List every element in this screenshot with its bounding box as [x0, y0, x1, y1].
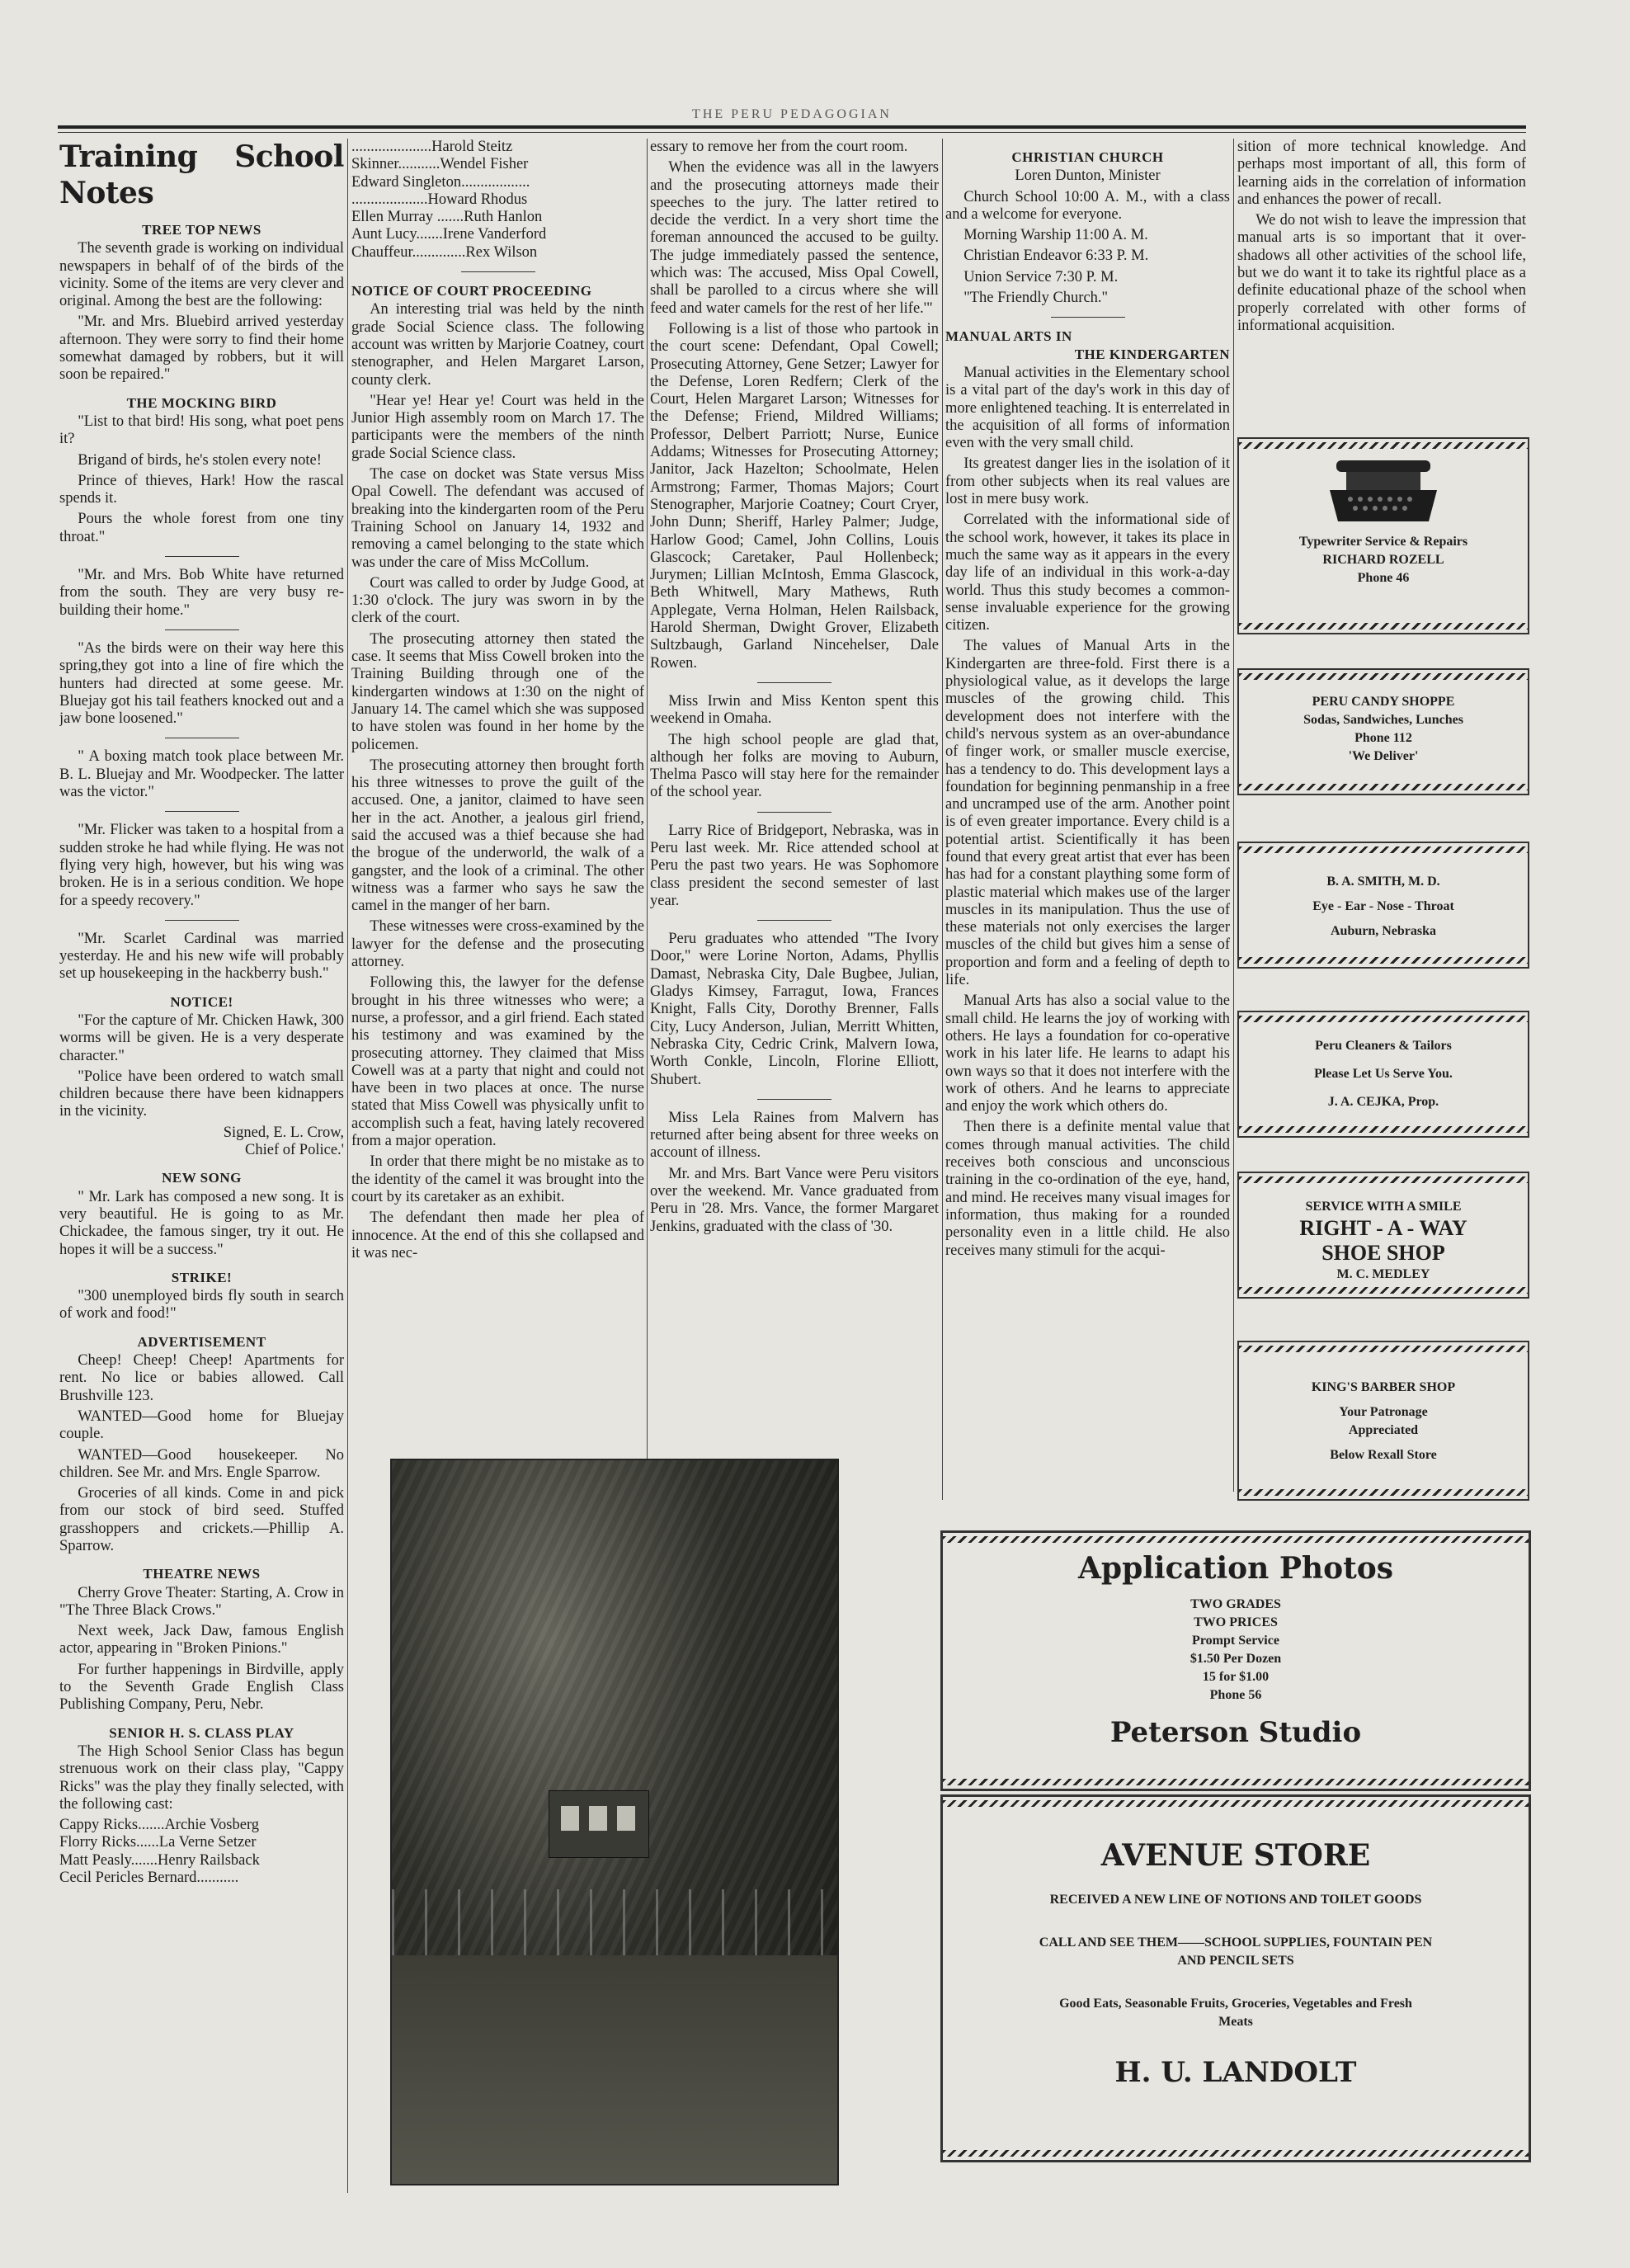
- separator: [757, 682, 831, 683]
- article-heading: THE MOCKING BIRD: [126, 394, 277, 411]
- ad-border-pattern: [1239, 623, 1528, 629]
- article-paragraph: "Police have been ordered to watch small children because there have been kidnappers in the vicinity.: [59, 1068, 344, 1120]
- ad-border-pattern: [943, 2150, 1529, 2157]
- ad-text: Phone 112: [1354, 731, 1412, 745]
- ad-headline: RIGHT - A - WAY: [1299, 1216, 1467, 1240]
- ad-avenue-store: [940, 1794, 1531, 2162]
- ad-text: Sodas, Sandwiches, Lunches: [1303, 713, 1463, 727]
- separator: [461, 271, 535, 272]
- article-paragraph: When the evidence was all in the lawyers and the prosecuting attorneys made their speeches to the jury. The latter retired to decide the verdict. In a very short time the foreman announced the accused to be guilty. The judge immediately passed the sentence, which was: The accused, Miss Opal Cowell, shall be parolled to a circus where she will feed and water camels for the rest of her life.'": [650, 159, 939, 317]
- article-heading: NEW SONG: [162, 1170, 242, 1186]
- column-3: [650, 139, 939, 1459]
- top-rule: [58, 125, 1526, 129]
- article-paragraph: "Hear ye! Hear ye! Court was held in the Junior High assembly room on March 17. The participants were the members of the ninth grade Social Science class.: [351, 392, 644, 462]
- article-paragraph: Union Service 7:30 P. M.: [963, 268, 1119, 285]
- article-paragraph: Christian Endeavor 6:33 P. M.: [963, 248, 1149, 265]
- article-heading: THE KINDERGARTEN: [1074, 346, 1230, 362]
- article-paragraph: Manual Arts has also a social value to the small child. He learns the joy of working with others. He lays a foundation for co-operative work in his later life. He learns to adapt his own ways so that it does not interfere with the work of others. And he learns to appreciate and enjoy the work which others do.: [945, 993, 1230, 1115]
- signature-line: Signed, E. L. Crow,: [223, 1124, 344, 1141]
- article-paragraph: "The Friendly Church.": [963, 290, 1109, 307]
- ad-headline: AVENUE STORE: [1100, 1838, 1371, 1873]
- cast-line: Ellen Murray .......Ruth Hanlon: [351, 209, 543, 226]
- article-paragraph: Manual activities in the Elementary school is a vital part of the day's work in this day of more enlightened teaching. It is enterrelated in the acquisition of all forms of information even with the very small child.: [945, 364, 1230, 452]
- article-heading: TREE TOP NEWS: [142, 222, 261, 238]
- cast-line: Cappy Ricks.......Archie Vosberg: [59, 1817, 260, 1834]
- cast-line: Matt Peasly.......Henry Railsback: [59, 1851, 260, 1869]
- ad-text: Eye - Ear - Nose - Throat: [1312, 899, 1454, 913]
- cast-line: Edward Singleton..................: [351, 173, 530, 191]
- column-5: [1237, 139, 1526, 436]
- separator: [165, 629, 239, 630]
- cast-line: Cecil Pericles Bernard...........: [59, 1870, 239, 1887]
- article-paragraph: The high school people are glad that, although her folks are moving to Auburn, Thelma Pasco will stay here for the remainder of the school year.: [650, 731, 939, 801]
- photo-building: [549, 1790, 649, 1858]
- separator: [1051, 317, 1125, 318]
- article-heading: STRIKE!: [171, 1269, 233, 1285]
- article-paragraph: "300 unemployed birds fly south in search of work and food!": [59, 1288, 344, 1323]
- article-heading: SENIOR H. S. CLASS PLAY: [109, 1724, 294, 1741]
- ad-text: 15 for $1.00: [1202, 1670, 1270, 1684]
- article-paragraph: Miss Lela Raines from Malvern has returned after being absent for three weeks on account of illness.: [650, 1109, 939, 1162]
- separator: [757, 812, 831, 813]
- ad-border-pattern: [1239, 784, 1528, 790]
- column-divider: [647, 139, 648, 1459]
- article-paragraph: "Mr. and Mrs. Bob White have returned from the south. They are very busy re-building their home.": [59, 567, 344, 619]
- article-paragraph: Its greatest danger lies in the isolation of it from other subjects when its real values are lost in mere busy work.: [945, 455, 1230, 508]
- article-paragraph: essary to remove her from the court room.: [650, 139, 908, 155]
- column-divider: [942, 139, 943, 1500]
- ad-border-pattern: [1239, 442, 1528, 449]
- cast-line: Skinner...........Wendel Fisher: [351, 156, 529, 173]
- article-paragraph: For further happenings in Birdville, apply to the Seventh Grade English Class Publishing Company, Peru, Nebr.: [59, 1661, 344, 1714]
- column-2: [351, 139, 644, 1459]
- article-paragraph: " Mr. Lark has composed a new song. It is very beautiful. He is going to as Mr. Chickadee, the famous singer, try it out. He hopes it will be a success.": [59, 1188, 344, 1258]
- article-heading: MANUAL ARTS IN: [945, 328, 1072, 345]
- poem-line: Brigand of birds, he's stolen every note!: [78, 451, 322, 469]
- ad-text: 'We Deliver': [1348, 749, 1419, 763]
- article-paragraph: "Mr. Scarlet Cardinal was married yesterday. He and his new wife will probably set up housekeeping in the hackberry bush.": [59, 930, 344, 983]
- article-paragraph: Then there is a definite mental value that comes through manual activities. The child receives both conscious and unconscious training in the co-ordination of the eye, hand, and mind. He receives many visual images for information, thus making for a rounded personality even in a little child. He also receives many stimuli for the acqui-: [945, 1119, 1230, 1259]
- section-banner: Training School Notes: [59, 139, 344, 210]
- article-paragraph: The prosecuting attorney then stated the case. It seems that Miss Cowell broken into the Training Building through one of the kindergarten windows at 1:30 on the night of January 14. The camel which she was supposed to have stolen was found in her home by the policemen.: [351, 630, 644, 753]
- ad-cleaners: [1237, 1011, 1529, 1138]
- article-paragraph: Groceries of all kinds. Come in and pick from our stock of bird seed. Stuffed grasshoppers and crickets.—Phillip A. Sparrow.: [59, 1485, 344, 1554]
- ad-shoe-shop: [1237, 1172, 1529, 1299]
- article-paragraph: Correlated with the informational side of the school work, however, it takes its place in much the same way as it appears in the every day life of an individual in this work-a-day world. Thus this study becomes a common-sense invaluable experience for the growing citizen.: [945, 512, 1230, 634]
- campus-photograph: [390, 1459, 839, 2185]
- cast-line: Florry Ricks......La Verne Setzer: [59, 1834, 257, 1851]
- poem-line: Prince of thieves, Hark! How the rascal spends it.: [59, 472, 344, 507]
- ad-text: Good Eats, Seasonable Fruits, Groceries, Vegetables and Fresh Meats: [1059, 1997, 1412, 2029]
- photo-window: [561, 1806, 579, 1831]
- article-heading: NOTICE!: [170, 993, 233, 1010]
- ad-border-pattern: [1239, 1346, 1528, 1352]
- column-4: [945, 139, 1230, 1492]
- article-paragraph: The High School Senior Class has begun strenuous work on their class play, "Cappy Ricks" was the play they finally selected, with the following cast:: [59, 1742, 344, 1813]
- article-paragraph: The values of Manual Arts in the Kindergarten are three-fold. First there is a physiological value, as it develops the large muscles of the growing child. This development does not interfere with the child's nervous system as an over-abundance of finger work, or smaller muscle exercise, has a tendency to do. This development lays a foundation for beginning penmanship in a free and uncramped use of the arm. Another point is of even greater importance. Every child is a potential artist. Scientifically it has been found that every great artist that ever has been has had for a constant plaything some form of plastic material which makes use of the larger muscles in its manipulation. Thus the use of these materials not only exercises the larger muscles of the child but gives him a sense of proportion and form and a feeling of depth to life.: [945, 638, 1230, 989]
- article-heading: NOTICE OF COURT PROCEEDING: [351, 283, 592, 299]
- ad-border-pattern: [1239, 846, 1528, 853]
- article-paragraph: Mr. and Mrs. Bart Vance were Peru visitors over the weekend. Mr. Vance graduated from Peru in '28. Mrs. Vance, the former Margaret Jenkins, graduated with the class of '30.: [650, 1165, 939, 1235]
- article-paragraph: Miss Irwin and Miss Kenton spent this weekend in Omaha.: [650, 692, 939, 728]
- poem-line: Pours the whole forest from one tiny throat.": [59, 511, 344, 545]
- article-paragraph: Following is a list of those who partook in the court scene: Defendant, Opal Cowell; Prosecuting Attorney, Gene Setzer; Lawyer for the Defense, Loren Redfern; Clerk of the Court, Helen Margaret Larson; Witnesses for the Defense; Friend, Mildred Williams; Professor, Delbert Parriott; Nurse, Eunice Addams; Witnesses for Prosecuting Attorney; Janitor, Jack Hazelton; Schoolmate, Helen Armstrong; Farmer, Thomas Majors; Court Stenographer, Marjorie Coatney; Court Cryer, John Dunn; Sheriff, Harley Palmer; Judge, Harlow Good; Camel, John Collins, Louis Glascock; Caretaker, Paul Hollenbeck; Jurymen; Lillian McIntosh, Emma Glascock, Beth Whitwell, Mary Mathews, Ruth Applegate, Verna Holman, Helen Railsback, Harold Sherman, Dwight Grover, Elizabeth Sultzbaugh, Garland Nincehelser, Dale Rowen.: [650, 320, 939, 672]
- column-divider: [347, 139, 348, 2193]
- ad-text: Your Patronage: [1339, 1405, 1428, 1419]
- signature-line: Chief of Police.': [245, 1142, 344, 1159]
- article-paragraph: Cheep! Cheep! Cheep! Apartments for rent. No lice or babies allowed. Call Brushville 123.: [59, 1352, 344, 1404]
- article-paragraph: Court was called to order by Judge Good, at 1:30 o'clock. The jury was sworn in by the clerk of the court.: [351, 574, 644, 627]
- article-paragraph: Following this, the lawyer for the defense brought in his three witnesses who were; a nurse, a professor, and a girl friend. Each stated his testimony and was examined by the prosecuting attorney. They claimed that Miss Cowell was at a party that night and could not have been in two places at once. The nurse stated that Miss Cowell was physically unfit to accomplish such a feat, having lately recovered from a major operation.: [351, 974, 644, 1150]
- article-paragraph: We do not wish to leave the impression that manual arts is so important that it over-shadows all other activities of the school life, but we do want it to take its rightful place as a definite educational phaze of the school when properly correlated with other forms of informational acquisition.: [1237, 212, 1526, 334]
- article-paragraph: Next week, Jack Daw, famous English actor, appearing in "Broken Pinions.": [59, 1623, 344, 1657]
- article-paragraph: WANTED—Good home for Bluejay couple.: [59, 1407, 344, 1443]
- article-heading: ADVERTISEMENT: [137, 1333, 266, 1350]
- ad-border-pattern: [1239, 1287, 1528, 1294]
- article-paragraph: Church School 10:00 A. M., with a class and a welcome for everyone.: [945, 188, 1230, 223]
- ad-border-pattern: [1239, 1016, 1528, 1022]
- ad-text: M. C. MEDLEY: [1336, 1267, 1430, 1281]
- article-paragraph: "Mr. Flicker was taken to a hospital from a sudden stroke he had while flying. He was not flying very high, however, but his wing was broken. He is in a serious condition. We hope for a speedy recovery.": [59, 822, 344, 909]
- separator: [165, 811, 239, 812]
- ad-physician: [1237, 842, 1529, 969]
- poem-line: "List to that bird! His song, what poet pens it?: [59, 413, 344, 448]
- typewriter-icon: [1321, 454, 1445, 528]
- ad-text: Phone 46: [1357, 571, 1410, 585]
- ad-headline: H. U. LANDOLT: [1114, 2056, 1357, 2089]
- ad-border-pattern: [1239, 957, 1528, 964]
- photo-window: [589, 1806, 607, 1831]
- article-paragraph: The case on docket was State versus Miss Opal Cowell. The defendant was accused of breaking into the kindergarten room of the Peru Training School on January 14, 1932 and removing a camel belonging to the state which was under the care of Miss McCollum.: [351, 466, 644, 571]
- article-paragraph: Cherry Grove Theater: Starting, A. Crow in "The Three Black Crows.": [59, 1584, 344, 1619]
- ad-border-pattern: [1239, 1489, 1528, 1496]
- ad-text: PERU CANDY SHOPPE: [1312, 695, 1455, 709]
- ad-text: J. A. CEJKA, Prop.: [1327, 1095, 1439, 1109]
- ad-text: CALL AND SEE THEM——SCHOOL SUPPLIES, FOUNTAIN PEN AND PENCIL SETS: [1039, 1936, 1433, 1968]
- ad-text: SERVICE WITH A SMILE: [1305, 1200, 1462, 1214]
- ad-border-pattern: [943, 1800, 1529, 1807]
- article-paragraph: These witnesses were cross-examined by the lawyer for the defense and the prosecuting attorney.: [351, 918, 644, 971]
- ad-border-pattern: [943, 1536, 1529, 1543]
- ad-barber-shop: [1237, 1341, 1529, 1501]
- ad-headline: SHOE SHOP: [1321, 1241, 1445, 1265]
- ad-border-pattern: [943, 1779, 1529, 1785]
- separator: [165, 920, 239, 921]
- ad-text: TWO GRADES: [1190, 1597, 1281, 1611]
- masthead: THE PERU PEDAGOGIAN: [692, 107, 892, 121]
- ad-border-pattern: [1239, 1126, 1528, 1133]
- cast-line: Aunt Lucy.......Irene Vanderford: [351, 226, 547, 243]
- article-paragraph: sition of more technical knowledge. And perhaps most important of all, this form of learning aids in the correlation of information and enhances the power of recall.: [1237, 139, 1526, 208]
- cast-line: Chauffeur..............Rex Wilson: [351, 243, 538, 261]
- separator: [165, 556, 239, 557]
- cast-line: .....................Harold Steitz: [351, 139, 513, 155]
- church-minister: Loren Dunton, Minister: [1015, 167, 1161, 185]
- article-heading: THEATRE NEWS: [143, 1566, 261, 1582]
- ad-headline: Application Photos: [1077, 1551, 1394, 1586]
- ad-text: TWO PRICES: [1194, 1615, 1278, 1629]
- ad-application-photos: [940, 1530, 1531, 1791]
- ad-text: Prompt Service: [1192, 1634, 1279, 1648]
- ad-text: B. A. SMITH, M. D.: [1326, 875, 1440, 889]
- article-paragraph: Larry Rice of Bridgeport, Nebraska, was in Peru last week. Mr. Rice attended school at Peru the past two years. He was Sophomore class president the second semester of last year.: [650, 822, 939, 909]
- article-paragraph: The seventh grade is working on individual newspapers in behalf of of the birds of the vicinity. Some of the items are very clever and original. Among the best are the following:: [59, 240, 344, 310]
- ad-text: Peru Cleaners & Tailors: [1315, 1039, 1452, 1053]
- article-paragraph: "Mr. and Mrs. Bluebird arrived yesterday afternoon. They were sorry to find their home somewhat damaged by robbers, but it will soon be repaired.": [59, 314, 344, 384]
- ad-text: Typewriter Service & Repairs: [1298, 535, 1468, 549]
- separator: [757, 1099, 831, 1100]
- article-paragraph: The prosecuting attorney then brought forth his three witnesses to prove the guilt of the accused. One, a janitor, claimed to have seen her in the act. Another, a jealous girl friend, said the accused was a thief because she had the brogue of the underworld, the walk of a gangster, and the look of a criminal. The other witness was a farmer who says he saw the camel in the manger of her barn.: [351, 757, 644, 915]
- article-paragraph: An interesting trial was held by the ninth grade Social Science class. The following account was written by Marjorie Coatney, court stenographer, and Helen Margaret Larson, county clerk.: [351, 301, 644, 389]
- ad-text: Below Rexall Store: [1330, 1448, 1437, 1462]
- ad-text: $1.50 Per Dozen: [1190, 1652, 1282, 1666]
- photo-window: [617, 1806, 635, 1831]
- article-paragraph: Morning Warship 11:00 A. M.: [963, 227, 1148, 244]
- article-paragraph: Peru graduates who attended "The Ivory Door," were Lorine Norton, Adams, Phyllis Damast, Nebraska City, Dale Bugbee, Julian, Gladys Kimsey, Farragut, Iowa, Frances Knight, Falls City, Dorothy Brenner, Falls City, Lucy Anderson, Julian, Merritt Whitten, Nebraska City, Cedric Crink, Malvern Iowa, Worth Conkle, Lincoln, Florine Elliott, Shubert.: [650, 931, 939, 1088]
- article-paragraph: "For the capture of Mr. Chicken Hawk, 300 worms will be given. He is a very desperate character.": [59, 1011, 344, 1064]
- ad-border-pattern: [1239, 1176, 1528, 1183]
- article-paragraph: WANTED—Good housekeeper. No children. See Mr. and Mrs. Engle Sparrow.: [59, 1446, 344, 1481]
- photo-fence: [392, 1889, 837, 1964]
- ad-text: Appreciated: [1348, 1423, 1419, 1437]
- article-paragraph: "As the birds were on their way here this spring,they got into a line of fire which the hunters had directed at some geese. Mr. Bluejay got his tail feathers knocked out and a jaw bone loosened.": [59, 639, 344, 728]
- article-heading: CHRISTIAN CHURCH: [1011, 149, 1164, 165]
- column-1: [59, 139, 344, 2193]
- article-paragraph: The defendant then made her plea of innocence. At the end of this she collapsed and it was nec-: [351, 1209, 644, 1261]
- ad-typewriter: [1237, 437, 1529, 634]
- column-divider: [1233, 139, 1234, 1492]
- ad-text: Phone 56: [1209, 1688, 1262, 1702]
- ad-text: Please Let Us Serve You.: [1314, 1067, 1453, 1081]
- article-paragraph: " A boxing match took place between Mr. B. L. Bluejay and Mr. Woodpecker. The latter was the victor.": [59, 748, 344, 801]
- ad-border-pattern: [1239, 673, 1528, 680]
- article-paragraph: In order that there might be no mistake as to the identity of the camel it was brought into the court by its caretaker as an exhibit.: [351, 1153, 644, 1205]
- ad-text: RECEIVED A NEW LINE OF NOTIONS AND TOILET GOODS: [1049, 1893, 1422, 1907]
- cast-line: ....................Howard Rhodus: [351, 191, 528, 208]
- separator: [757, 920, 831, 921]
- top-rule-thin: [58, 132, 1526, 133]
- ad-text: RICHARD ROZELL: [1322, 553, 1444, 567]
- ad-text: KING'S BARBER SHOP: [1311, 1380, 1456, 1394]
- photo-ground: [392, 1955, 837, 2184]
- ad-candy-shoppe: [1237, 668, 1529, 795]
- ad-text: Auburn, Nebraska: [1330, 924, 1437, 938]
- ad-headline: Peterson Studio: [1109, 1716, 1362, 1749]
